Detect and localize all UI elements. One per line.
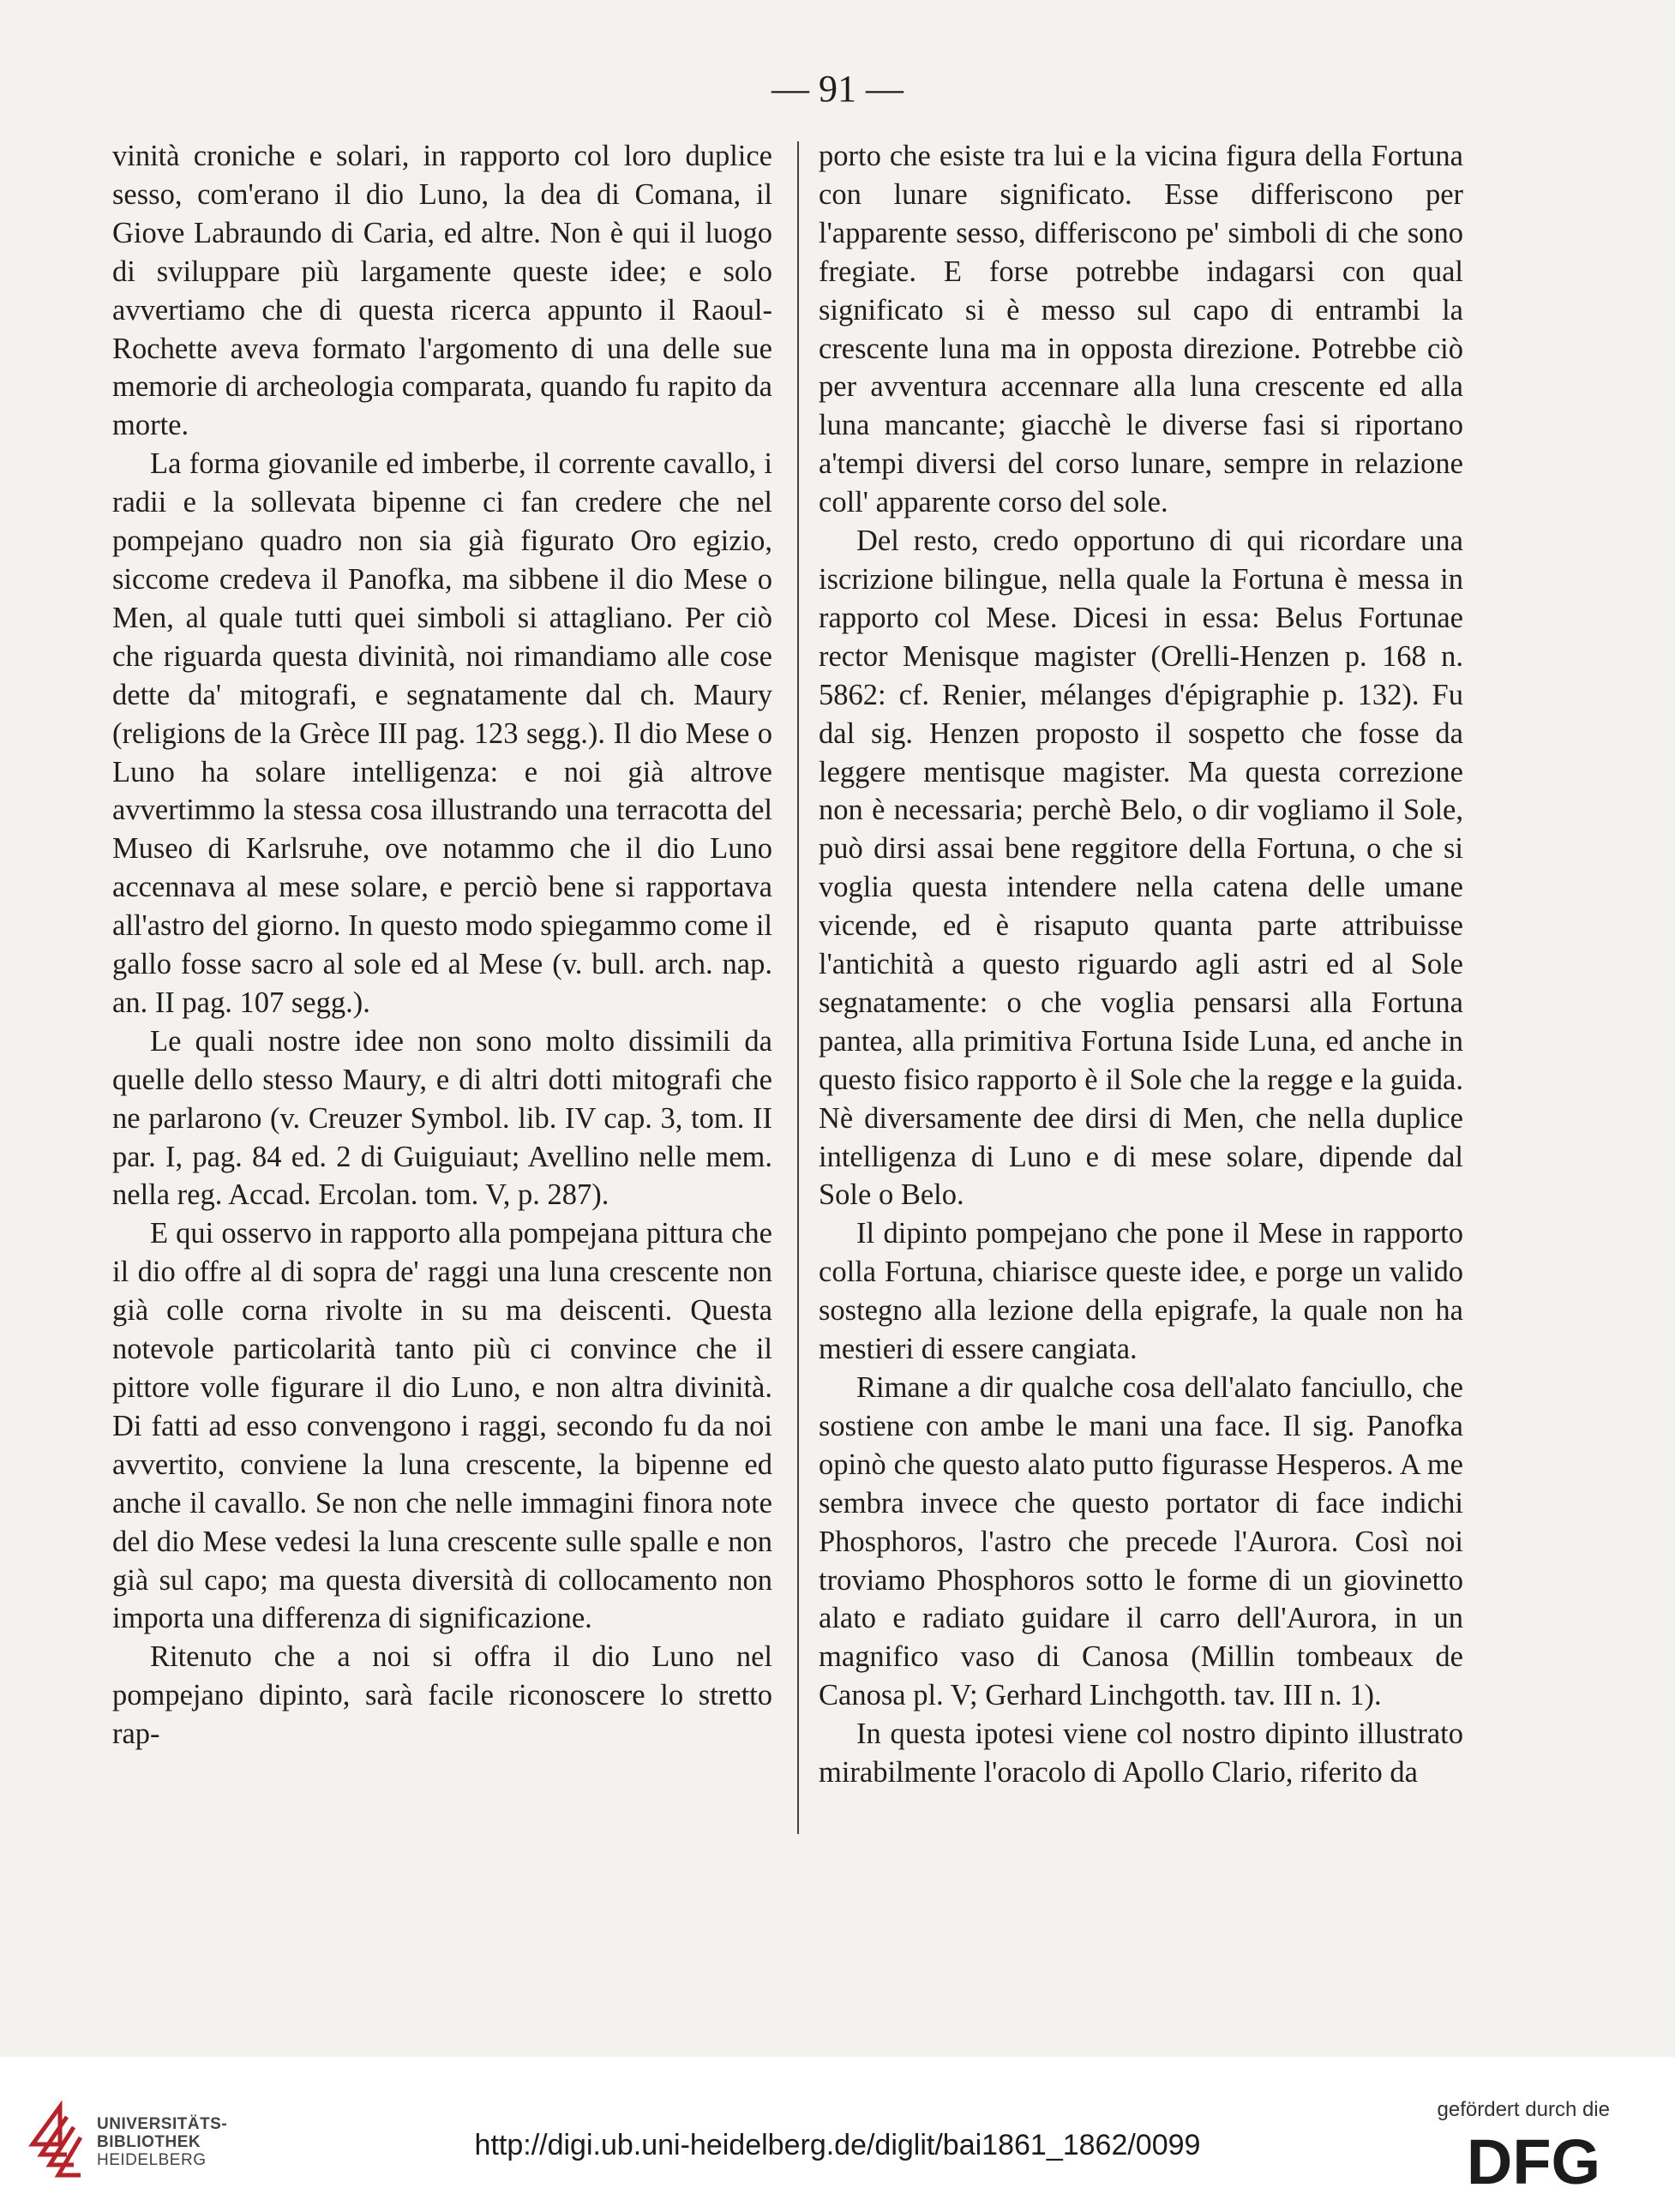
column-divider bbox=[797, 141, 799, 1834]
paragraph: E qui osservo in rapporto alla pompejana pittura che il dio offre al di sopra de' raggi una luna crescente non già colle corna rivolte in su ma deiscenti. Questa notevole particolarità tanto più ci convince che il pittore volle figurare il dio Luno, e non altra divinità. Di fatti ad esso convengono i raggi, secondo fu da noi avvertito, conviene la luna crescente, la bipenne ed anche il cavallo. Se non che nelle immagini finora note del dio Mese vedesi la luna crescente sulle spalle e non già sul capo; ma questa diversità di collocamento non importa una differenza di significazione. bbox=[112, 1217, 772, 1635]
library-name-line: BIBLIOTHEK bbox=[97, 2133, 201, 2151]
paragraph: Il dipinto pompejano che pone il Mese in rapporto colla Fortuna, chiarisce queste idee, e porge un valido sostegno alla lezione della epigrafe, la quale non ha mestieri di essere cangiata. bbox=[819, 1217, 1463, 1366]
library-name-line: HEIDELBERG bbox=[97, 2151, 207, 2169]
dfg-logo-icon bbox=[1452, 2131, 1615, 2191]
paragraph: Ritenuto che a noi si offra il dio Luno nel pompejano dipinto, sarà facile riconoscere lo stretto rap- bbox=[112, 1640, 772, 1751]
funded-by-label: gefördert durch die bbox=[1437, 2098, 1610, 2121]
paragraph: Rimane a dir qualche cosa dell'alato fanciullo, che sostiene con ambe le mani una face. Il sig. Panofka opinò che questo alato putto figurasse Hesperos. A me sembra invece che questo portator di face indichi Phosphoros, l'astro che precede l'Aurora. Così noi troviamo Phosphoros sotto le forme di un giovinetto alato e radiato guidare il carro dell'Aurora, in un magnifico vaso di Canosa (Millin tombeaux de Canosa pl. V; Gerhard Linchgotth. tav. III n. 1). bbox=[819, 1371, 1463, 1712]
left-text-column bbox=[112, 137, 772, 1877]
paragraph: Le quali nostre idee non sono molto dissimili da quelle dello stesso Maury, e di altri dotti mitografi che ne parlarono (v. Creuzer Symbol. lib. IV cap. 3, tom. II par. I, pag. 84 ed. 2 di Guiguiaut; Avellino nelle mem. nella reg. Accad. Ercolan. tom. V, p. 287). bbox=[112, 1024, 772, 1212]
library-name-line: UNIVERSITÄTS- bbox=[97, 2115, 228, 2133]
paragraph: Del resto, credo opportuno di qui ricordare una iscrizione bilingue, nella quale la Fortuna è messa in rapporto col Mese. Dicesi in essa: Belus Fortunae rector Menisque magister (Orelli-Henzen p. 168 n. 5862: cf. Renier, mélanges d'épigraphie p. 132). Fu dal sig. Henzen proposto il sospetto che fosse da leggere mentisque magister. Ma questa correzione non è necessaria; perchè Belo, o dir vogliamo il Sole, può dirsi assai bene reggitore della Fortuna, o che si voglia questa intendere nella catena delle umane vicende, ed è risaputo quanta parte attribuisse l'antichità a questo riguardo agli astri ed al Sole segnatamente: o che voglia pensarsi alla Fortuna pantea, alla primitiva Fortuna Iside Luna, ed anche in questo fisico rapporto è il Sole che la regge e la guida. Nè diversamente dee dirsi di Men, che nella duplice intelligenza di Luno e di mese solare, dipende dal Sole o Belo. bbox=[819, 525, 1463, 1212]
page-number: — 91 — bbox=[771, 68, 904, 110]
paragraph: In questa ipotesi viene col nostro dipinto illustrato mirabilmente l'oracolo di Apollo Clario, riferito da bbox=[819, 1717, 1463, 1789]
paragraph: porto che esiste tra lui e la vicina figura della Fortuna con lunare significato. Esse differiscono per l'apparente sesso, differiscono pe' simboli di che sono fregiate. E forse potrebbe indagarsi con qual significato si è messo sul capo di entrambi la crescente luna ma in opposta direzione. Potrebbe ciò per avventura accennare alla luna crescente ed alla luna mancante; giacchè le diverse fasi si riportano a'tempi diversi del corso lunare, sempre in relazione coll' apparente corso del sole. bbox=[819, 140, 1463, 519]
dfg-logo-text: DFG bbox=[1466, 2131, 1601, 2191]
source-url-link[interactable]: http://digi.ub.uni-heidelberg.de/diglit/bai1861_1862/0099 bbox=[474, 2129, 1201, 2161]
paragraph: La forma giovanile ed imberbe, il corrente cavallo, i radii e la sollevata bipenne ci fan credere che nel pompejano quadro non sia già figurato Oro egizio, siccome credeva il Panofka, ma sibbene il dio Mese o Men, al quale tutti quei simboli si attagliano. Per ciò che riguarda questa divinità, noi rimandiamo alle cose dette da' mitografi, e segnatamente dal ch. Maury (religions de la Grèce III pag. 123 segg.). Il dio Mese o Luno ha solare intelligenza: e noi già altrove avvertimmo la stessa cosa illustrando una terracotta del Museo di Karlsruhe, ove notammo che il dio Luno accennava al mese solare, e perciò bene si rapportava all'astro del giorno. In questo modo spiegammo come il gallo fosse sacro al sole ed al Mese (v. bull. arch. nap. an. II pag. 107 segg.). bbox=[112, 447, 772, 1019]
right-text-column bbox=[819, 137, 1463, 1877]
paragraph: vinità croniche e solari, in rapporto col loro duplice sesso, com'erano il dio Luno, la dea di Comana, il Giove Labraundo di Caria, ed altre. Non è qui il luogo di sviluppare più largamente queste idee; e solo avvertiamo che di questa ricerca appunto il Raoul-Rochette aveva formato l'argomento di una delle sue memorie di archeologia comparata, quando fu rapito da morte. bbox=[112, 140, 772, 442]
